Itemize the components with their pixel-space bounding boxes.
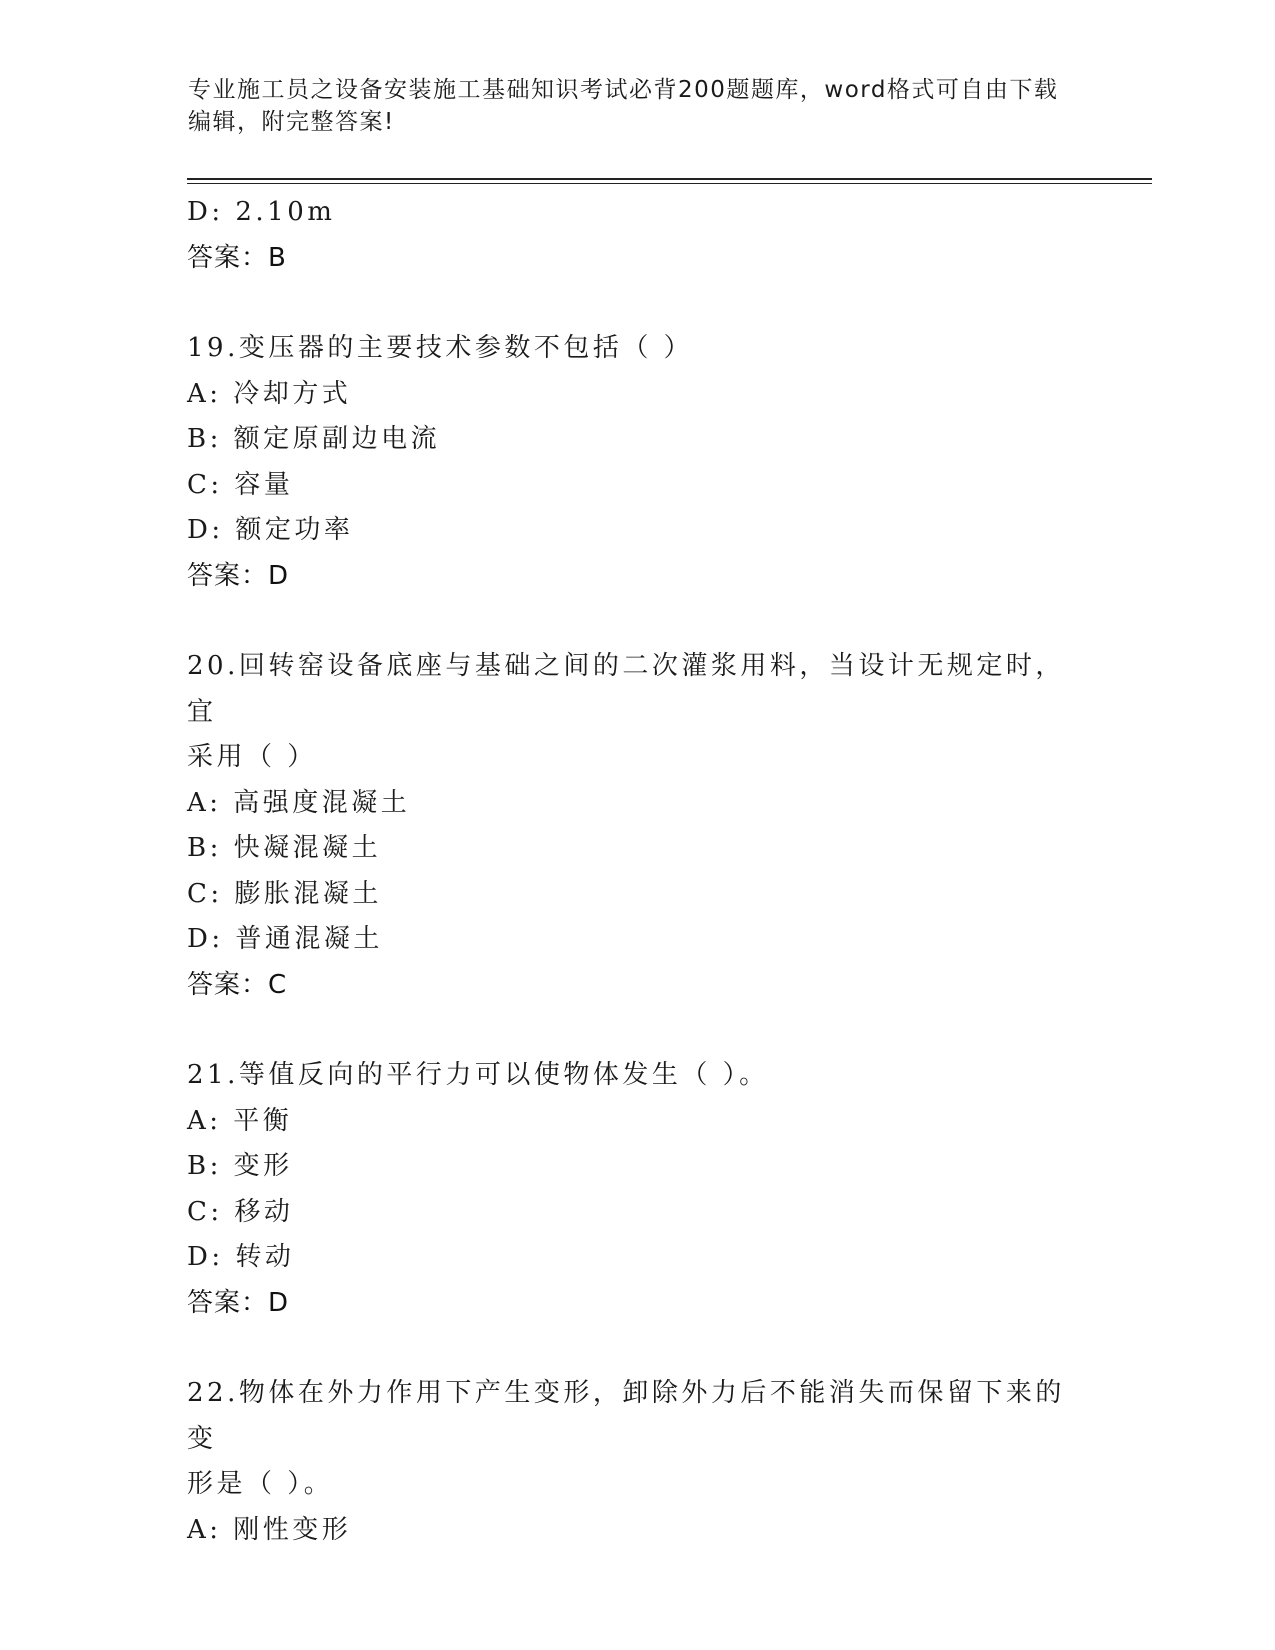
option-a: A: 冷却方式	[187, 378, 352, 409]
question-20	[187, 644, 1087, 1008]
option-d: D: 额定功率	[187, 515, 354, 545]
header-title-line-2: 编辑，附完整答案!	[188, 109, 395, 135]
option-d: D: 2.10m	[187, 197, 336, 227]
answer-line: 答案：B	[187, 242, 287, 273]
question-text-continued: 形是（ ）。	[187, 1469, 334, 1499]
option-a: A: 高强度混凝土	[187, 787, 411, 818]
header-divider-thick	[187, 178, 1152, 180]
option-b: B: 变形	[187, 1151, 293, 1181]
question-text-continued: 采用（ ）	[187, 742, 317, 772]
header-divider-thin	[187, 183, 1152, 184]
header-title-line-1: 专业施工员之设备安装施工基础知识考试必背200题题库，word格式可自由下载	[188, 77, 1059, 103]
option-a: A: 平衡	[187, 1105, 293, 1136]
option-a: A: 刚性变形	[187, 1514, 352, 1545]
option-c: C: 膨胀混凝土	[187, 878, 382, 909]
question-19	[187, 326, 1087, 599]
question-list	[187, 190, 1087, 1553]
previous-question-tail	[187, 190, 1087, 281]
option-b: B: 快凝混凝土	[187, 833, 382, 863]
option-c: C: 容量	[187, 469, 294, 500]
option-c: C: 移动	[187, 1196, 294, 1227]
option-d: D: 普通混凝土	[187, 924, 383, 954]
document-header	[188, 74, 1088, 138]
answer-line: 答案：D	[187, 560, 290, 591]
question-text: 22.物体在外力作用下产生变形，卸除外力后不能消失而保留下来的变	[187, 1378, 1065, 1454]
question-spacer	[187, 1326, 1087, 1371]
option-d: D: 转动	[187, 1242, 295, 1272]
answer-line: 答案：C	[187, 969, 288, 1000]
answer-line: 答案：D	[187, 1287, 290, 1318]
option-b: B: 额定原副边电流	[187, 424, 441, 454]
question-spacer	[187, 281, 1087, 326]
question-spacer	[187, 599, 1087, 644]
question-text: 20.回转窑设备底座与基础之间的二次灌浆用料，当设计无规定时，宜	[187, 651, 1065, 727]
question-spacer	[187, 1008, 1087, 1053]
question-text: 21.等值反向的平行力可以使物体发生（ ）。	[187, 1060, 769, 1090]
question-21	[187, 1053, 1087, 1326]
question-22	[187, 1371, 1087, 1553]
question-text: 19.变压器的主要技术参数不包括（ ）	[187, 333, 694, 363]
